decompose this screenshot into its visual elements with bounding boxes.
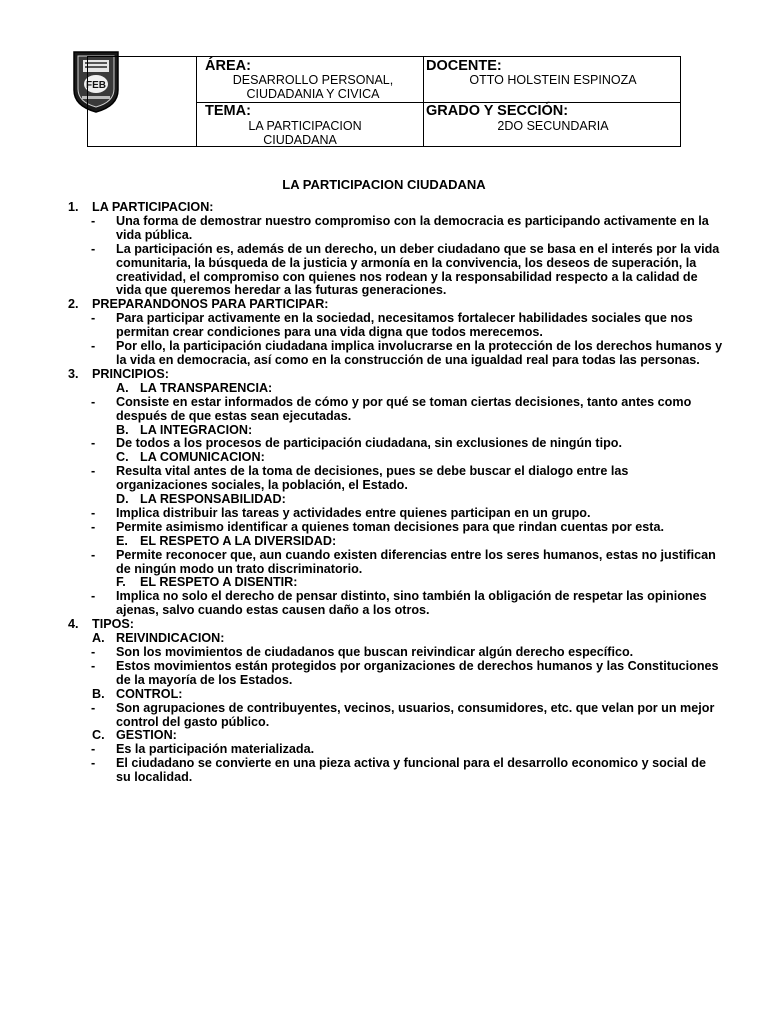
subsection-heading [68, 632, 723, 646]
bullet-dash: - [91, 436, 96, 451]
list-item [68, 507, 723, 521]
subsection-heading [68, 382, 723, 396]
list-item-text: Una forma de demostrar nuestro compromiso con la democracia es participando activamente en la vida pública. [116, 213, 709, 242]
list-item [68, 396, 723, 424]
subsection-heading [68, 535, 723, 549]
list-item-text: De todos a los procesos de participación ciudadana, sin exclusiones de ningún tipo. [116, 436, 622, 451]
subsection-heading [68, 451, 723, 465]
list-item [68, 743, 723, 757]
bullet-dash: - [91, 505, 96, 520]
list-item-text: El ciudadano se convierte en una pieza activa y funcional para el desarrollo economico y social de su localidad. [116, 756, 707, 785]
list-item-text: Son agrupaciones de contribuyentes, vecinos, usuarios, consumidores, etc. que velan por un mejor control del gasto público. [116, 700, 715, 729]
list-item [68, 590, 723, 618]
area-label: ÁREA: [205, 58, 251, 74]
section-number: 3. [68, 366, 79, 381]
bullet-dash: - [91, 700, 96, 715]
subsection-heading [68, 493, 723, 507]
list-item [68, 340, 723, 368]
document-body [68, 201, 723, 785]
bullet-dash: - [91, 742, 96, 757]
list-item-text: Implica no solo el derecho de pensar distinto, sino también la obligación de respetar las opiniones ajenas, salvo cuando estas causen daño a los otros. [116, 589, 707, 618]
list-item [68, 702, 723, 730]
subsection-letter: A. [92, 631, 105, 646]
subsection-title: LA COMUNICACION: [140, 450, 265, 465]
subsection-title: EL RESPETO A DISENTIR: [140, 575, 298, 590]
list-item [68, 465, 723, 493]
bullet-dash: - [91, 756, 96, 771]
subsection-letter: A. [116, 380, 129, 395]
bullet-dash: - [91, 241, 96, 256]
list-item-text: Permite reconocer que, aun cuando existen diferencias entre los seres humanos, estas no justifican de ningún modo un trato discriminatorio. [116, 547, 716, 576]
subsection-title: REIVINDICACION: [116, 631, 225, 646]
section-title: LA PARTICIPACION: [92, 200, 214, 214]
tema-value-line2: CIUDADANA [263, 133, 337, 147]
list-item [68, 660, 723, 688]
list-item-text: Para participar activamente en la sociedad, necesitamos fortalecer habilidades sociales que nos permitan crear condiciones para una vida digna que todos merecemos. [116, 311, 693, 340]
area-value-line2: CIUDADANIA Y CIVICA [246, 87, 380, 101]
subsection-letter: B. [116, 422, 129, 437]
grado-label: GRADO Y SECCIÓN: [426, 103, 569, 119]
section-number: 1. [68, 200, 79, 214]
subsection-title: EL RESPETO A LA DIVERSIDAD: [140, 533, 337, 548]
list-item [68, 243, 723, 299]
section-title: PREPARANDONOS PARA PARTICIPAR: [92, 297, 329, 312]
area-value-line1: DESARROLLO PERSONAL, [232, 73, 394, 87]
list-item [68, 437, 723, 451]
subsection-letter: F. [116, 575, 126, 590]
list-item-text: Resulta vital antes de la toma de decisiones, pues se debe buscar el dialogo entre las organizaciones sociales, la población, el Estado. [116, 464, 629, 493]
list-item-text: Son los movimientos de ciudadanos que buscan reivindicar algún derecho específico. [116, 645, 634, 659]
section-heading [68, 618, 723, 632]
subsection-letter: B. [92, 686, 105, 701]
list-item-text: Por ello, la participación ciudadana implica involucrarse en la protección de los derechos humanos y la vida en democracia, así como en la construcción de una igualdad real para todas las personas. [116, 339, 723, 367]
bullet-dash: - [91, 645, 96, 659]
document-title: LA PARTICIPACION CIUDADANA [282, 177, 486, 192]
header-table [87, 56, 681, 147]
section-number: 4. [68, 617, 79, 632]
tema-label: TEMA: [205, 103, 251, 119]
bullet-dash: - [91, 311, 96, 326]
list-item-text: Permite asimismo identificar a quienes toman decisiones para que rindan cuentas por esta. [116, 519, 665, 534]
bullet-dash: - [91, 519, 96, 534]
subsection-heading [68, 729, 723, 743]
grado-value: 2DO SECUNDARIA [497, 119, 609, 133]
subsection-letter: C. [116, 450, 129, 465]
list-item-text: Implica distribuir las tareas y actividades entre quienes participan en un grupo. [116, 505, 591, 520]
section-number: 2. [68, 297, 79, 312]
subsection-title: GESTION: [116, 728, 177, 743]
subsection-title: LA RESPONSABILIDAD: [140, 492, 286, 507]
bullet-dash: - [91, 589, 96, 604]
logo-text: FEB [86, 80, 106, 91]
bullet-dash: - [91, 339, 96, 354]
list-item [68, 215, 723, 243]
list-item [68, 312, 723, 340]
list-item-text: Consiste en estar informados de cómo y por qué se toman ciertas decisiones, tanto antes como después de que estas sean ejecutadas. [116, 394, 692, 423]
list-item [68, 646, 723, 660]
section-title: PRINCIPIOS: [92, 366, 169, 381]
list-item [68, 521, 723, 535]
subsection-letter: D. [116, 492, 129, 507]
subsection-title: LA TRANSPARENCIA: [140, 380, 273, 395]
bullet-dash: - [91, 464, 96, 479]
section-heading [68, 368, 723, 382]
tema-value-line1: LA PARTICIPACION [248, 119, 362, 133]
docente-value: OTTO HOLSTEIN ESPINOZA [469, 73, 637, 87]
subsection-title: LA INTEGRACION: [140, 422, 253, 437]
bullet-dash: - [91, 394, 96, 409]
list-item [68, 757, 723, 785]
list-item [68, 549, 723, 577]
subsection-heading [68, 576, 723, 590]
subsection-letter: C. [92, 728, 105, 743]
subsection-letter: E. [116, 533, 128, 548]
section-heading [68, 201, 723, 215]
bullet-dash: - [91, 547, 96, 562]
docente-label: DOCENTE: [426, 58, 502, 74]
bullet-dash: - [91, 658, 96, 673]
section-title: TIPOS: [92, 617, 134, 632]
subsection-title: CONTROL: [116, 686, 183, 701]
list-item-text: Es la participación materializada. [116, 742, 315, 757]
list-item-text: Estos movimientos están protegidos por organizaciones de derechos humanos y las Constituciones de la mayoría de los Estados. [116, 658, 719, 687]
subsection-heading [68, 688, 723, 702]
list-item-text: La participación es, además de un derecho, un deber ciudadano que se basa en el interés por la vida comunitaria, la búsqueda de la justicia y armonía en la convivencia, los deseos de superación, la creatividad, el compromiso con quienes nos rodean y la responsabilidad respecto a la calidad de vida que queremos heredar a las futuras generaciones. [116, 241, 720, 298]
section-heading [68, 298, 723, 312]
subsection-heading [68, 424, 723, 438]
bullet-dash: - [91, 213, 96, 228]
